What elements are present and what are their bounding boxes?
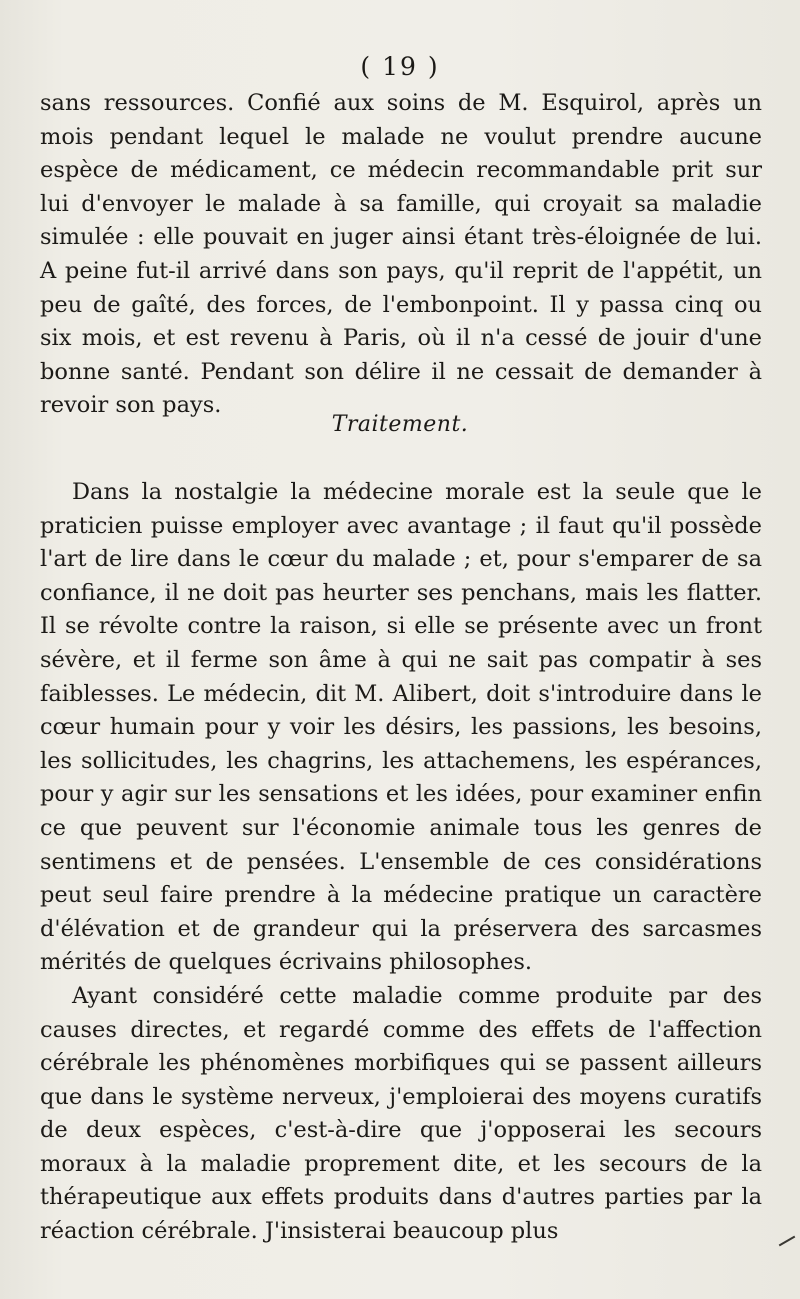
paragraph: Dans la nostalgie la médecine morale est la seule que le praticien puisse employer avec avantage ; il faut qu'il possède l'art de lire dans le cœur du malade ; et, pour s'emparer de sa confiance, il ne doit pas heurter ses penchans, mais les flatter. Il se révolte contre la raison, si elle se présente avec un front sévère, et il ferme son âme à qui ne sait pas compatir à ses faiblesses. Le médecin, dit M. Alibert, doit s'introduire dans le cœur humain pour y voir les désirs, les passions, les besoins, les sollicitudes, les chagrins, les attachemens, les espérances, pour y agir sur les sensations et les idées, pour examiner enfin ce que peuvent sur l'économie animale tous les genres de sentimens et de pensées. L'ensemble de ces considérations peut seul faire prendre à la médecine pratique un caractère d'élévation et de grandeur qui la préservera des sarcasmes mérités de quelques écrivains philosophes. <box>40 479 762 976</box>
text-block-top <box>40 87 762 423</box>
page-edge-mark <box>779 1236 796 1247</box>
text-block-main <box>40 476 762 1249</box>
page-number: ( 19 ) <box>360 52 440 81</box>
paragraph: sans ressources. Confié aux soins de M. Esquirol, après un mois pendant lequel le malade ne voulut prendre aucune espèce de médicament, ce médecin recommandable prit sur lui d'envoyer le malade à sa famille, qui croyait sa maladie simulée : elle pouvait en juger ainsi étant très-éloignée de lui. A peine fut-il arrivé dans son pays, qu'il reprit de l'appétit, un peu de gaîté, des forces, de l'embonpoint. Il y passa cinq ou six mois, et est revenu à Paris, où il n'a cessé de jouir d'une bonne santé. Pendant son délire il ne cessait de demander à revoir son pays. <box>40 90 762 419</box>
paragraph: Ayant considéré cette maladie comme produite par des causes directes, et regardé comme des effets de l'affection cérébrale les phénomènes morbifiques qui se passent ailleurs que dans le système nerveux, j'emploierai des moyens curatifs de deux espèces, c'est-à-dire que j'opposerai les secours moraux à la maladie proprement dite, et les secours de la thérapeutique aux effets produits dans d'autres parties par la réaction cérébrale. J'insisterai beaucoup plus <box>40 982 762 1245</box>
section-heading: Traitement. <box>331 412 469 437</box>
